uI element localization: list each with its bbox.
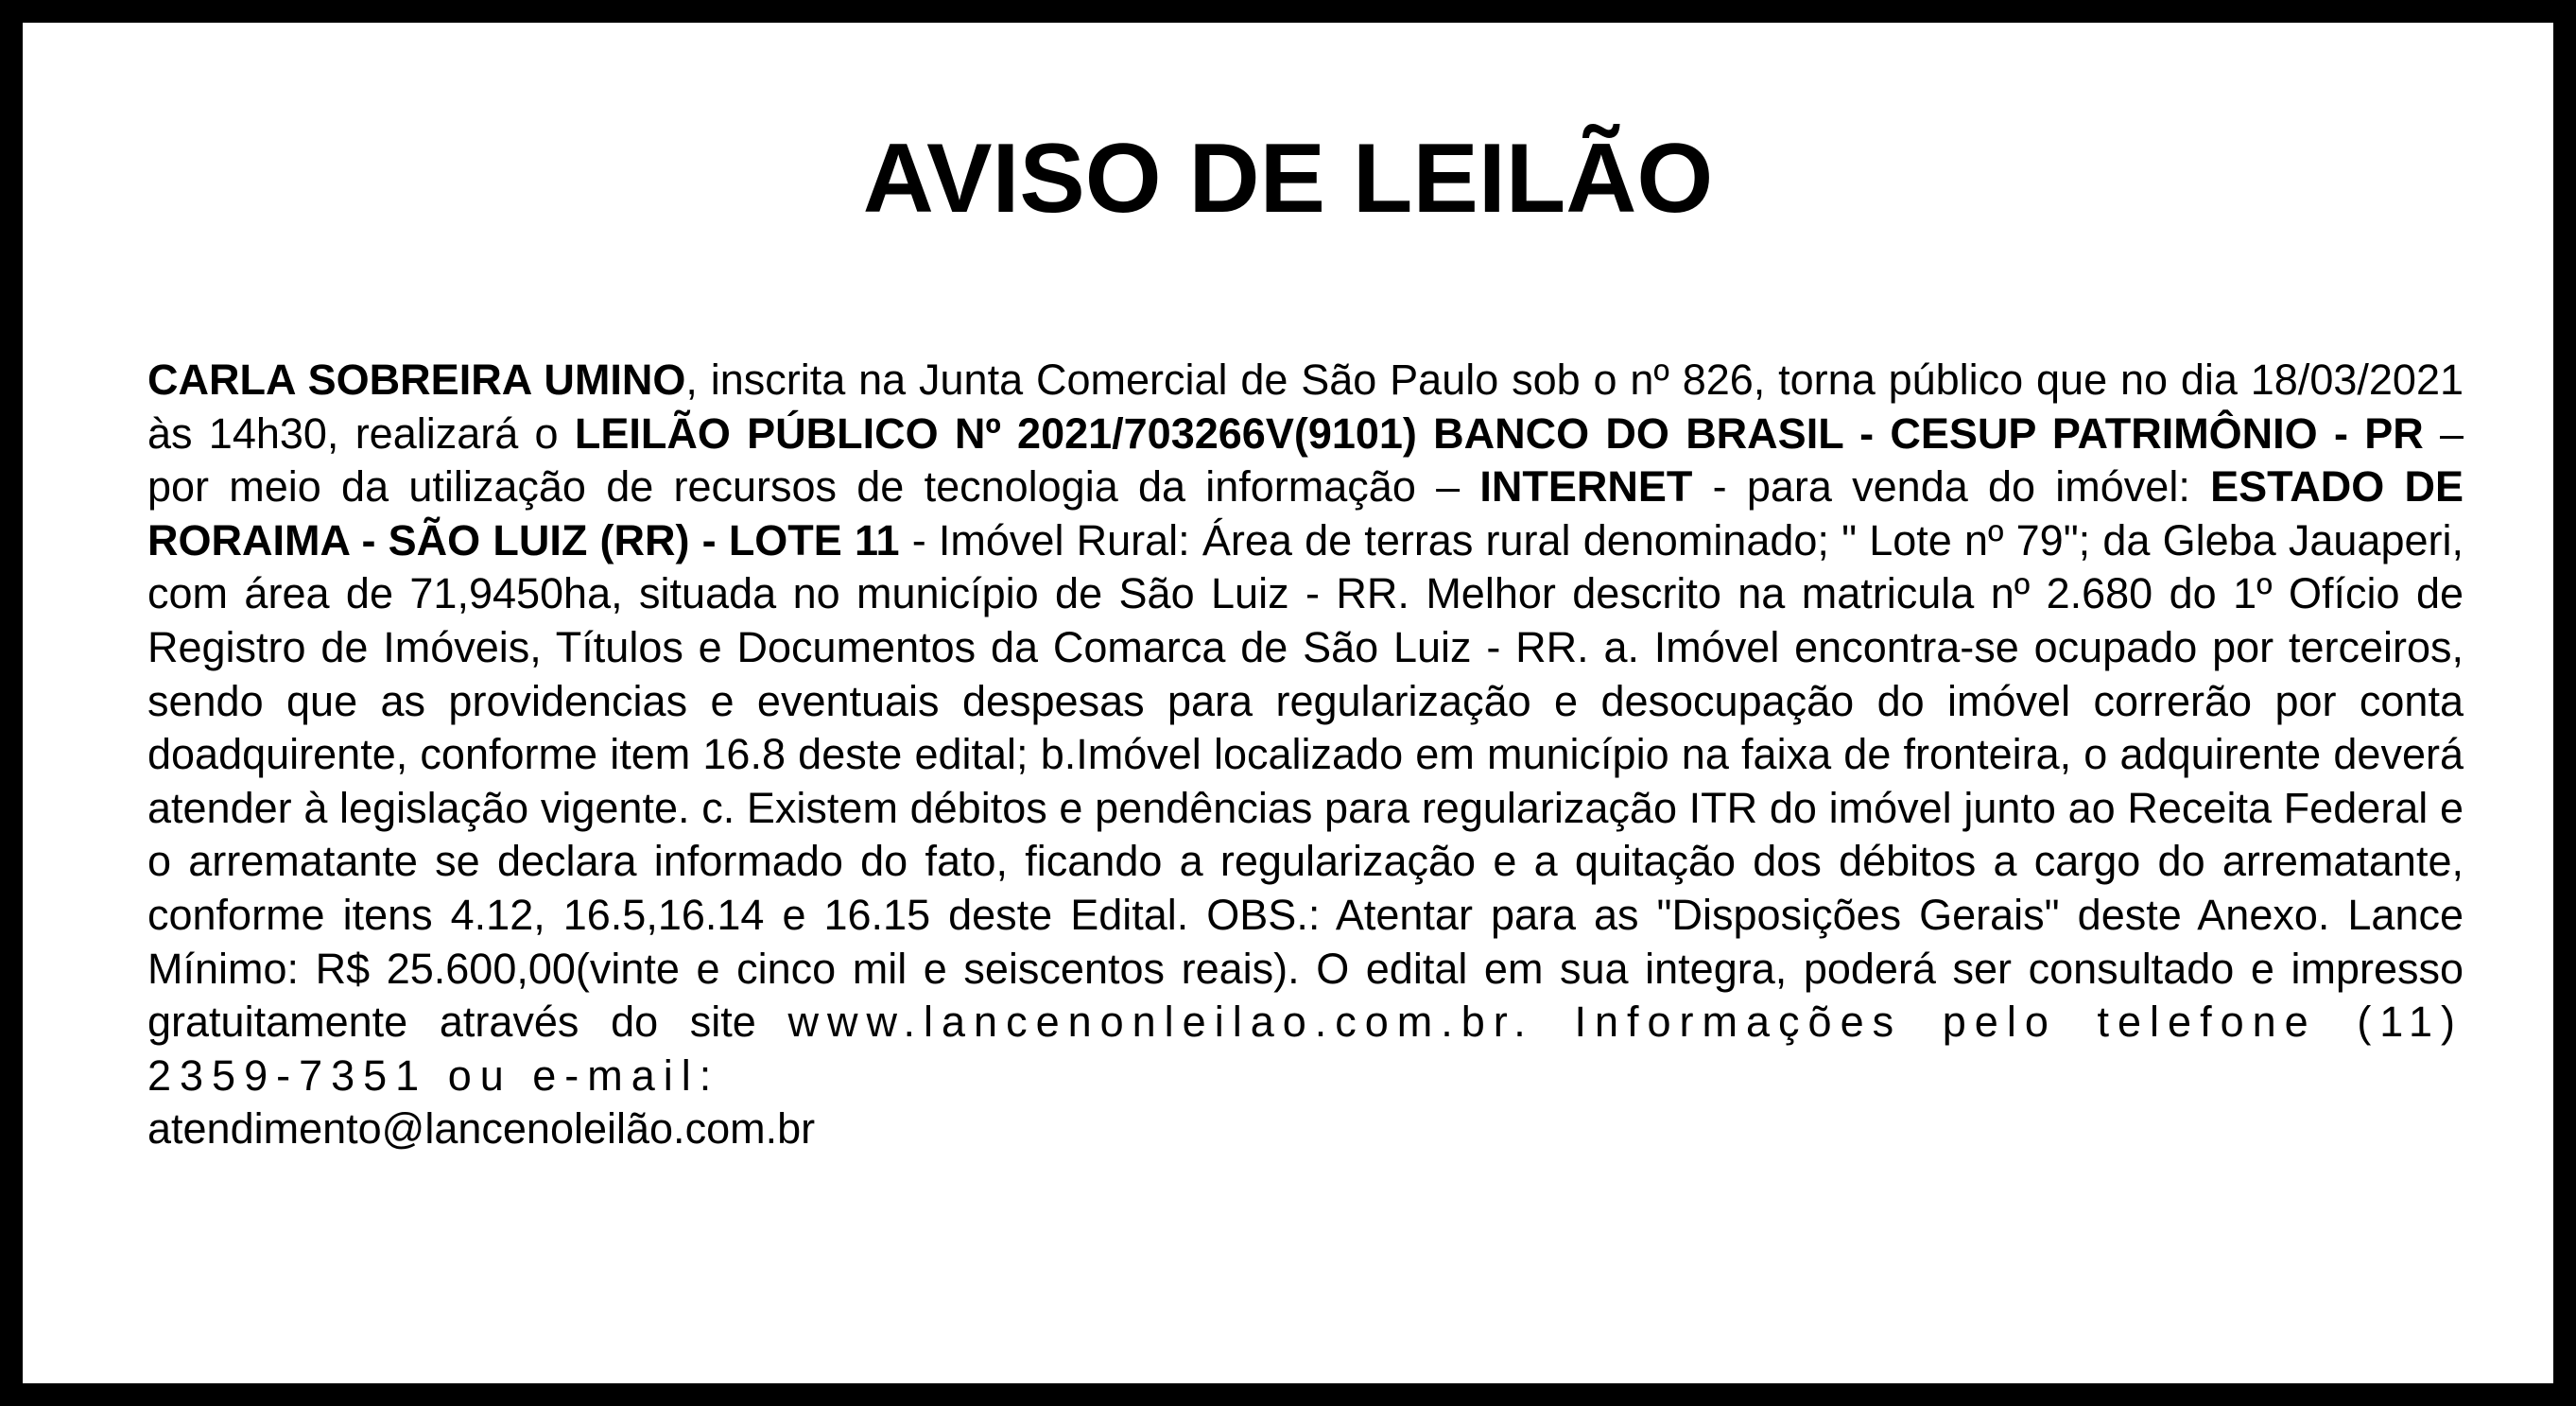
- body-text-2: – por meio da utilização de recursos de tecnologia da informação –: [147, 408, 2464, 512]
- auctioneer-name: CARLA SOBREIRA UMINO: [147, 356, 686, 404]
- lot-name: ESTADO DE RORAIMA - SÃO LUIZ (RR) - LOTE 11: [147, 462, 2464, 564]
- auction-name: LEILÃO PÚBLICO Nº 2021/703266V(9101) BANCO DO BRASIL - CESUP PATRIMÔNIO - PR: [574, 408, 2424, 458]
- contact-email: atendimento@lancenoleilão.com.br: [147, 1104, 816, 1154]
- body-text-1: , inscrita na Junta Comercial de São Paulo sob o nº 826, torna público que no dia 18/03/2021 às 14h30, realizará o: [147, 356, 2464, 458]
- body-text-4: - Imóvel Rural: Área de terras rural denominado; " Lote nº 79"; da Gleba Jauaperi, com área de 71,9450ha, situada no município de São Luiz - RR. Melhor descrito na matricula nº 2.680 do 1º Ofício de Registro de Imóveis, Títulos e Documentos da Comarca de São Luiz - RR. a. Imóvel encontra-se ocupado por terceiros, sendo que as providencias e eventuais despesas para regularização e desocupação do imóvel correrão por conta doadquirente, conforme item 16.8 deste edital; b.Imóvel localizado em município na faixa de fronteira, o adquirente deverá atender à legislação vigente. c. Existem débitos e pendências para regularização ITR do imóvel junto ao Receita Federal e o arrematante se declara informado do fato, ficando a regularização e a quitação dos débitos a cargo do arrematante, conforme itens 4.12, 16.5,16.14 e 16.15 deste Edital. OBS.: Atentar para as "Disposições Gerais" deste Anexo. Lance Mínimo: R$ 25.600,00(vinte e cinco mil e seiscentos reais). O edital em sua integra, poderá ser consultado e impresso gratuitamente através do site: [147, 515, 2464, 1047]
- internet-label: INTERNET: [1479, 462, 1693, 512]
- body-text-3: - para venda do imóvel:: [1692, 462, 2211, 512]
- notice-title: AVISO DE LEILÃO: [862, 124, 1714, 234]
- contact-line: www.lancenonleilao.com.br. Informações pelo telefone (11) 2359-7351 ou e-mail:: [147, 998, 2464, 1100]
- notice-body: [147, 354, 2464, 1156]
